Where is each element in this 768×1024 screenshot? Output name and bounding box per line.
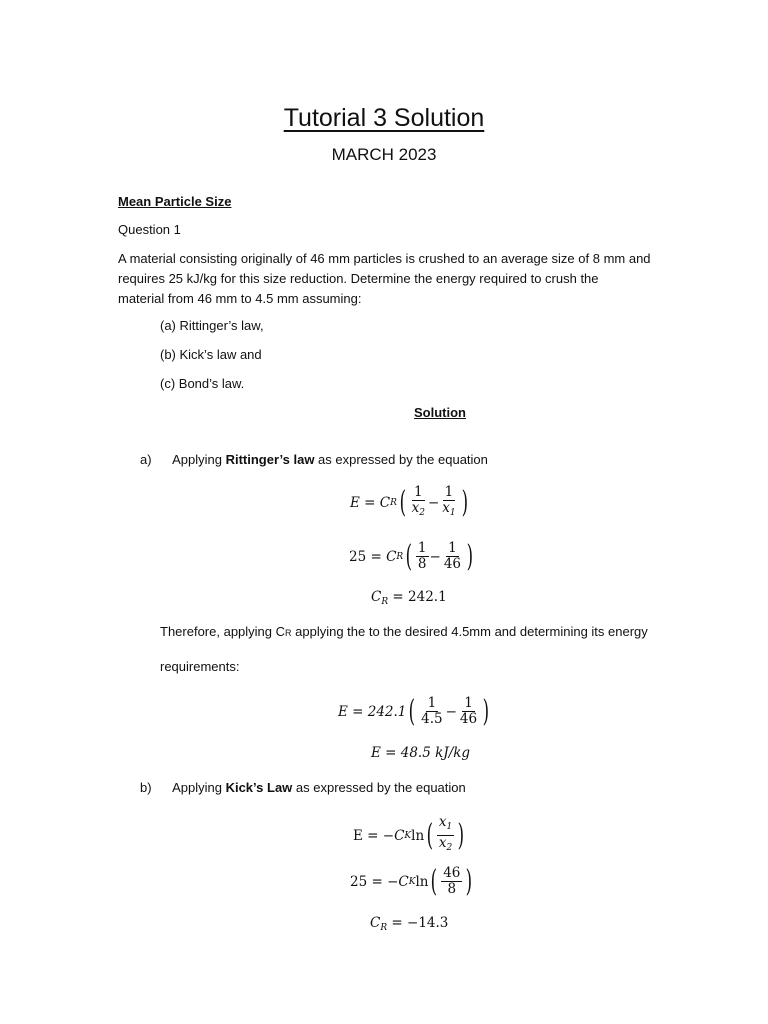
den-var: x [442, 500, 450, 516]
denominator: 4.5 [421, 711, 443, 727]
fraction [416, 541, 429, 572]
den-var: x [438, 835, 447, 851]
equation-kick-general [353, 815, 467, 856]
part-a-intro-suffix: as expressed by the equation [314, 452, 488, 467]
numerator [437, 815, 454, 836]
minus-sign: − [429, 548, 441, 565]
den-sub: 2 [446, 843, 453, 853]
ln-function: ln [411, 827, 425, 844]
equation-rittinger-values [349, 538, 476, 574]
equation-ck-result [370, 915, 448, 933]
minus-sign: − [427, 495, 440, 511]
part-b-intro [140, 778, 466, 798]
left-paren: ( [399, 485, 406, 520]
denominator [410, 501, 427, 521]
therefore-sub: R [285, 628, 292, 638]
eq-coef-sub: R [396, 551, 404, 562]
kick-law-label: Kick’s Law [225, 780, 293, 795]
eq-unit: kJ/kg [435, 745, 471, 761]
equation-energy-result [371, 745, 470, 761]
numerator: 1 [417, 540, 427, 556]
numerator: 46 [443, 865, 461, 881]
num-var: x [438, 814, 447, 830]
section-heading: Mean Particle Size [118, 194, 232, 209]
eq-coef: C [398, 873, 409, 890]
page-title: Tutorial 3 Solution [283, 104, 485, 132]
numerator: 1 [448, 540, 457, 556]
part-a-marker: a) [140, 452, 152, 467]
therefore-text [160, 622, 648, 643]
minus-sign: − [445, 703, 457, 720]
right-paren: ) [461, 485, 468, 520]
den-sub: 2 [419, 508, 425, 518]
den-sub: 1 [449, 508, 456, 518]
eq-lhs: C [371, 589, 382, 605]
eq-coef: C [394, 827, 405, 844]
part-a-intro-prefix: Applying [172, 452, 226, 467]
eq-rhs: = −14.3 [387, 915, 449, 931]
eq-lhs: E = 242.1 [338, 703, 407, 720]
right-paren: ) [457, 817, 465, 853]
num-sub: 1 [446, 822, 453, 832]
therefore-rest: applying the to the desired 4.5mm and determining its energy [291, 624, 648, 639]
question-label: Question 1 [118, 222, 181, 237]
page-date: MARCH 2023 [331, 145, 437, 164]
option-b: (b) Kick’s law and [160, 347, 262, 362]
denominator [437, 836, 454, 856]
fraction [419, 696, 444, 727]
eq-lhs: C [370, 915, 381, 931]
left-paren: ( [405, 538, 413, 574]
fraction [437, 815, 454, 856]
equation-kick-values [350, 863, 475, 899]
fraction [442, 541, 463, 572]
left-paren: ( [426, 817, 434, 853]
right-paren: ) [466, 863, 473, 899]
eq-coef-sub: R [390, 498, 397, 508]
eq-coef-sub: K [404, 830, 412, 841]
problem-statement [118, 249, 678, 309]
fraction [440, 485, 457, 521]
eq-lhs-sub: R [381, 597, 389, 607]
numerator: 1 [464, 695, 473, 711]
den-var: x [411, 500, 420, 516]
eq-lhs: E = − [353, 827, 395, 844]
problem-line: material from 46 mm to 4.5 mm assuming: [118, 291, 362, 306]
denominator: 8 [447, 881, 457, 897]
problem-line: A material consisting originally of 46 mm particles is crushed to an average size of 8 mm and [118, 251, 651, 266]
eq-coef: C [379, 495, 391, 511]
rittinger-law-label: Rittinger’s law [225, 452, 315, 467]
eq-lhs-sub: R [380, 923, 388, 933]
option-a: (a) Rittinger’s law, [160, 318, 264, 333]
eq-lhs: 25 = − [350, 873, 399, 890]
equation-cr-result [371, 589, 447, 607]
eq-coef: C [386, 548, 397, 565]
fraction [410, 485, 427, 521]
denominator: 46 [443, 556, 462, 572]
left-paren: ( [431, 863, 438, 899]
numerator: 1 [444, 484, 454, 500]
right-paren: ) [466, 538, 474, 574]
denominator [440, 501, 457, 521]
eq-lhs: 25 = [349, 548, 382, 565]
therefore-prefix: Therefore, applying C [160, 624, 286, 639]
eq-coef-sub: K [408, 876, 416, 887]
requirements-text: requirements: [160, 659, 240, 674]
eq-lhs: E = 48.5 [371, 745, 436, 761]
option-c: (c) Bond’s law. [160, 376, 245, 391]
numerator: 1 [427, 695, 437, 711]
problem-line: requires 25 kJ/kg for this size reduction. Determine the energy required to crush the [118, 271, 599, 286]
right-paren: ) [482, 693, 490, 729]
part-b-intro-suffix: as expressed by the equation [292, 780, 466, 795]
part-b-marker: b) [140, 780, 152, 795]
equation-rittinger-general [350, 485, 470, 521]
denominator: 46 [459, 711, 478, 727]
eq-rhs: = 242.1 [388, 589, 447, 605]
equation-energy-calc [338, 693, 492, 729]
left-paren: ( [409, 693, 416, 729]
numerator: 1 [413, 484, 423, 500]
denominator: 8 [417, 556, 427, 572]
part-b-intro-prefix: Applying [172, 780, 226, 795]
eq-lhs: E = [350, 495, 376, 511]
ln-function: ln [415, 873, 429, 890]
fraction [441, 866, 462, 897]
solution-heading: Solution [414, 405, 466, 420]
fraction [458, 696, 479, 727]
part-a-intro [140, 450, 488, 470]
